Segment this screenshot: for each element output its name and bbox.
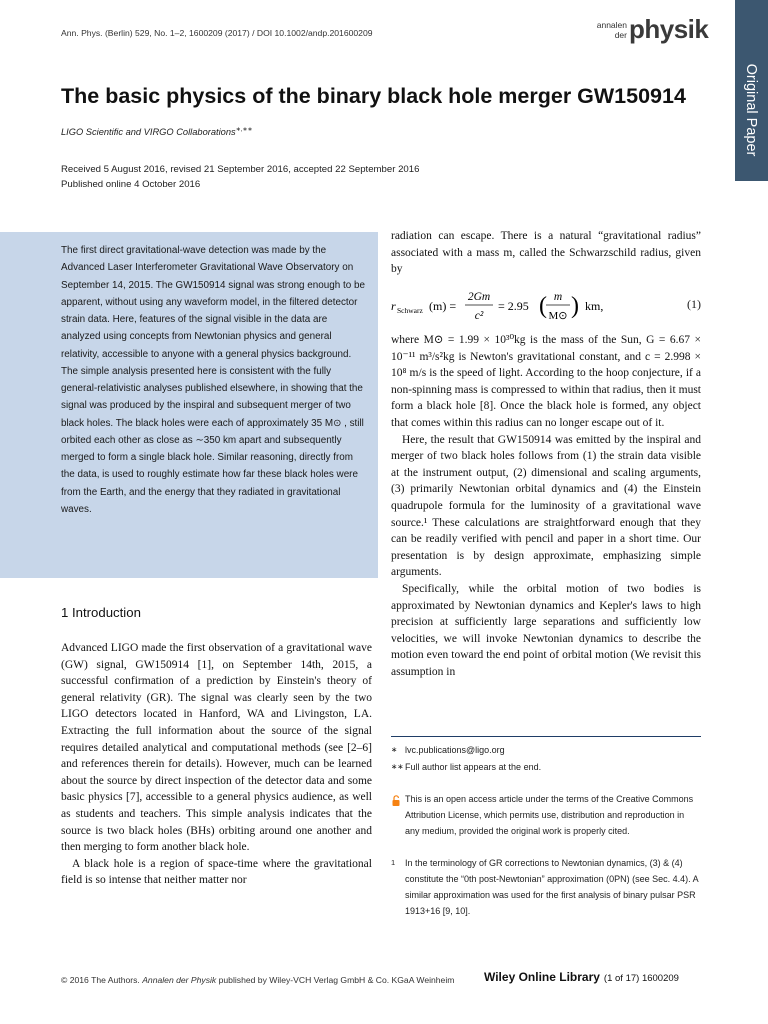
eq-left-paren: ( xyxy=(539,293,547,319)
intro-paragraph-2: A black hole is a region of space-time where the gravitational field is so intense that neither matter nor xyxy=(61,857,372,887)
page-number: (1 of 17) 1600209 xyxy=(603,973,679,984)
wiley-online-library-logo[interactable]: Wiley Online Library xyxy=(484,970,600,984)
logo-physik-text: physik xyxy=(629,14,709,44)
footnote-mark: ∗ xyxy=(391,745,398,754)
eq-lhs-argument: (m) = xyxy=(429,299,457,313)
right-column-top xyxy=(391,228,701,278)
paper-title: The basic physics of the binary black hole merger GW150914 xyxy=(61,84,686,108)
authors-text: LIGO Scientific and VIRGO Collaborations xyxy=(61,127,236,138)
footnote-open-access xyxy=(391,791,701,839)
equation-number: (1) xyxy=(687,297,701,311)
footnote-1-text: In the terminology of GR corrections to Newtonian dynamics, (3) & (4) constitute the “0th post-Newtonian” approximation (0PN) (see Sec. 4.4). A similar approximation was used for the first analysis of binary pulsar PSR 1913+16 [9, 10]. xyxy=(405,858,699,916)
paragraph-here: Here, the result that GW150914 was emitted by the inspiral and merger of two black holes follows from (1) the strain data visible at the instrument output, (2) dimensional and scaling arguments, (3) primarily Newtonian orbital dynamics and (4) the Einstein quadrupole formula for the luminosity of a gravitational wave source.¹ These calculations are straightforward enough that they can be readily verified with pencil and paper in a short time. Our presentation is by design approximate, emphasizing simple arguments. xyxy=(391,433,701,579)
paragraph-specifically: Specifically, while the orbital motion of two bodies is approximated by Newtonian dynamics and Kepler's laws to high precision at sufficiently large separations and sufficiently low velocities, we will invoke Newtonian dynamics to describe the motion even toward the end point of orbital motion (We revisit this assumption in xyxy=(391,582,701,678)
eq-fraction-numerator: 2Gm xyxy=(467,291,491,303)
footnote-mark: ∗∗ xyxy=(391,762,404,771)
eq-fraction-denominator: c² xyxy=(474,310,484,322)
equation-1 xyxy=(391,286,701,328)
eq-lhs: r xyxy=(391,299,396,313)
author-footnote-marks: ∗,∗∗ xyxy=(235,127,253,133)
intro-paragraph-1: Advanced LIGO made the first observation of a gravitational wave (GW) signal, GW150914 [1], on September 14th, 2015, a successful confirmation of a prediction by Einstein's theory of general relativity (GR). The signal was clearly seen by the two LIGO detectors located in Hanford, WA and Livingston, LA. Extracting the full information about the source of the signal requires detailed analytical and computational methods (see [2–6] and references therein for details). However, much can be learned about the source by direct inspection of the detector data and some basic physics [7], accessible to a general physics audience, as well as students and teachers. This simple analysis indicates that the source is two black holes (BHs) orbiting around one another and then merging to form another black hole. xyxy=(61,642,372,854)
footnote-1 xyxy=(391,855,701,919)
author-line xyxy=(61,126,252,137)
eq-lhs-subscript: Schwarz xyxy=(397,306,423,315)
footnote-divider xyxy=(391,736,701,737)
article-type-label: Original Paper xyxy=(743,63,759,157)
received-dates: Received 5 August 2016, revised 21 September 2016, accepted 22 September 2016 xyxy=(61,164,420,175)
abstract-box xyxy=(0,232,378,578)
footnote-email-link[interactable]: lvc.publications@ligo.org xyxy=(405,745,505,755)
footer-copyright: © 2016 The Authors. Annalen der Physik published by Wiley-VCH Verlag GmbH & Co. KGaA Weinheim xyxy=(61,975,455,985)
abstract-text: The first direct gravitational-wave detection was made by the Advanced Laser Interferometer Gravitational Wave Observatory on September 14, 2015. The GW150914 signal was strong enough to be apparent, without using any waveform model, in the filtered detector strain data. Here, features of the signal visible in the data are analyzed using concepts from Newtonian physics and general relativity, accessible to anyone with a general physics background. The simple analysis presented here is consistent with the fully general-relativistic analyses published elsewhere, in showing that the signal was produced by the inspiral and subsequent merger of two black holes. The black holes were each of approximately 35 M⊙ , still orbited each other as close as ∼350 km apart and subsequently merged to form a single black hole. Similar reasoning, directly from the data, is used to roughly estimate how far these black holes were from the Earth, and the energy that they radiated in gravitational waves. xyxy=(61,245,365,515)
eq-ratio-denominator: M⊙ xyxy=(548,310,568,322)
eq-coefficient: = 2.95 xyxy=(498,299,529,313)
dates-block xyxy=(61,162,419,192)
footnote-email xyxy=(391,742,701,758)
eq-ratio-numerator: m xyxy=(553,291,563,303)
eq-unit: km, xyxy=(585,299,604,313)
article-type-tab xyxy=(735,0,768,181)
paragraph-continued: radiation can escape. There is a natural “gravitational radius” associated with a mass m, called the Schwarzschild radius, given by xyxy=(391,230,701,276)
section-heading-introduction: 1 Introduction xyxy=(61,605,141,620)
journal-logo[interactable] xyxy=(593,14,709,48)
eq-right-paren: ) xyxy=(571,293,579,319)
logo-small-text: annalen der xyxy=(596,20,627,40)
open-access-text: This is an open access article under the terms of the Creative Commons Attribution License, which permits use, distribution and reproduction in any medium, provided the original work is properly cited. xyxy=(405,794,694,836)
footer-journal-name: Annalen der Physik xyxy=(142,975,217,985)
open-access-icon xyxy=(391,794,401,814)
footnote-author-text: Full author list appears at the end. xyxy=(405,762,542,772)
journal-reference: Ann. Phys. (Berlin) 529, No. 1–2, 1600209 (2017) / DOI 10.1002/andp.201600209 xyxy=(61,28,373,38)
left-column-text xyxy=(61,640,372,889)
footer-page-info xyxy=(484,970,679,984)
footnote-author-list xyxy=(391,759,701,775)
schwarzschild-equation xyxy=(391,286,691,328)
paragraph-where: where M⊙ = 1.99 × 10³⁰kg is the mass of the Sun, G = 6.67 × 10⁻¹¹ m³/s²kg is Newton's gravitational constant, and c = 2.998 × 10⁸ m/s is the speed of light. According to the hoop conjecture, if a non-spinning mass is compressed to within that radius, then it must form a black hole [8]. Once the black hole is formed, any object that comes within this radius can no longer escape out of it. xyxy=(391,334,701,429)
published-date: Published online 4 October 2016 xyxy=(61,179,201,190)
footnote-mark: 1 xyxy=(391,858,396,867)
right-column-body xyxy=(391,332,701,680)
